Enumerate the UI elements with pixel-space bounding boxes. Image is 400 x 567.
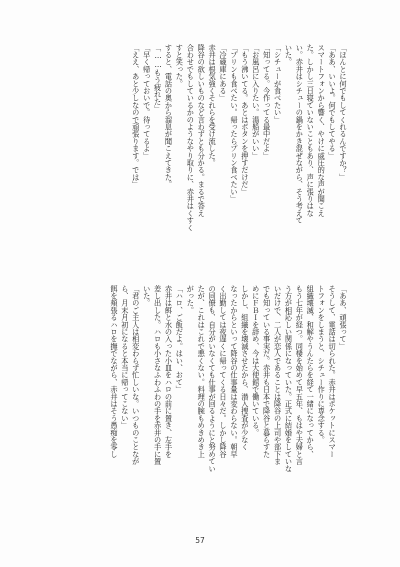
text-line: 「ええ、あと少しなので頑張ります。では」 bbox=[131, 44, 141, 188]
text-line: 組織壊滅、和解やうんたらを経て一緒になってから、 bbox=[306, 285, 316, 458]
text-line: めにＦＢＩを辞め、今は大使館で働いている。 bbox=[251, 285, 261, 437]
lower-text-block bbox=[48, 285, 348, 507]
text-line: トフォンをしまうと、シチュー作りに専念する。 bbox=[317, 285, 327, 444]
text-line: 合わせでもしているかのようなやり取りに、赤井はくすく bbox=[186, 44, 196, 232]
page-number: 57 bbox=[195, 536, 205, 545]
text-line: た。しかし三日寝ていないこともあり、声に張りはな bbox=[306, 44, 316, 217]
text-line: いだけで、二人が恋人であることは降谷の上司や部下ま bbox=[273, 285, 283, 465]
text-line: スマートフォンから響く、やけに威圧的な声が聞こえ bbox=[317, 44, 327, 217]
text-line: う方が相応しい関係になっていた。正式に結婚をしていな bbox=[284, 285, 294, 473]
text-line: 「シチューが食べたい」 bbox=[273, 44, 283, 124]
text-line: いた。 bbox=[284, 44, 294, 66]
text-line: 「プリンも食べたい。帰ったらプリン食べたい」 bbox=[229, 44, 239, 203]
text-line: すと笑った。 bbox=[175, 44, 185, 88]
text-line: い。赤井はシチューの鍋をかき混ぜながら、そう考えて bbox=[295, 44, 305, 224]
text-line: がった。 bbox=[186, 285, 196, 314]
text-line: 差し出した。ハロも小さなふわふわの手を赤井の手に置 bbox=[153, 285, 163, 465]
text-line: の同僚も、自分がいなくても仕事が回るようにと努めてい bbox=[208, 285, 218, 473]
text-line: 「ハロ、ご飯だよ。はい、おて」 bbox=[175, 285, 185, 393]
text-line: く出勤しては夜遅くに帰ってくる日々だ。しかし降谷 bbox=[219, 285, 229, 458]
text-line: ら、月末月初になると本当に帰ってこない」 bbox=[120, 285, 130, 429]
text-line: 「ああ、頑張って」 bbox=[339, 285, 348, 350]
text-line: 「もう沸いてる。あとはボタンを押すだけだ」 bbox=[240, 44, 250, 196]
text-line: 「ああ、いいよ。何でもしてやる」 bbox=[328, 44, 338, 160]
text-line: いた。 bbox=[142, 285, 152, 307]
text-line: 降谷の欲しいものなど言わずとも分かる。まるで答え bbox=[197, 44, 207, 217]
text-line: しかし、組織を壊滅させたから、潜入捜査が少なく bbox=[240, 285, 250, 451]
text-line: でも知っている事実だ。赤井も日本で降谷と暮らすた bbox=[262, 285, 272, 458]
text-line: そうして、電話は切られた。赤井はポケットにスマー bbox=[328, 285, 338, 458]
text-line: 「ほんとに何でもしてくれるんですか？」 bbox=[339, 44, 348, 181]
text-line: なったからといって降谷の仕事量は変わらない。朝早 bbox=[229, 285, 239, 458]
text-line: たが、これはこれで悪くない。料理の腕もめきめき上 bbox=[197, 285, 207, 458]
text-line: 「早く帰っておいで。待ってるよ」 bbox=[142, 44, 152, 160]
text-line: 「冷蔵庫にある」 bbox=[219, 44, 229, 102]
text-line: 「……もう疲れた」 bbox=[153, 44, 163, 113]
text-line: 赤井は餌と水の入った小皿をハロの前に置き、左手を bbox=[164, 285, 174, 458]
text-line: 赤井は根気強くそれらを受け流した。 bbox=[208, 44, 218, 167]
text-line: 餌を頬張るハロを撫でながら、赤井はそう愚痴を零し bbox=[109, 285, 119, 458]
text-line: 「知ってる。今作ってる最中だよ」 bbox=[262, 44, 272, 160]
text-line: すると、電話の奥から溜息が聞こえてきた。 bbox=[164, 44, 174, 188]
text-line: もう七年が経つ。同棲を始めて早五年、もはや夫婦と言 bbox=[295, 285, 305, 465]
text-line: 「お風呂に入りたい。湯船がいい」 bbox=[251, 44, 261, 160]
text-line: 「君のご主人は相変わらず忙しいな。いつものことなが bbox=[131, 285, 141, 465]
upper-text-block bbox=[48, 44, 348, 266]
